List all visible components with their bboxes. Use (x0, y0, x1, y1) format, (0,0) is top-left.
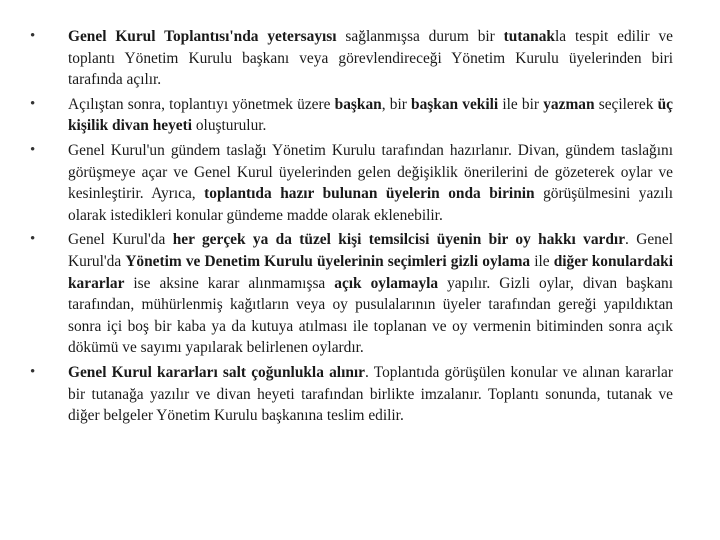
list-item (0, 140, 720, 226)
list-item (0, 26, 720, 91)
text-segment: yapılır. Gizli oylar, divan başkanı tarafından, mühürlenmiş kağıtların veya oy pusulalarının üyeler tarafından gereği yapıldıktan sonra içi boş bir kaba ya da kutuya atılması ile toplanan ve oy vermenin bitiminden sonra açık dökümü ve sayımı yapılarak belirlenen oylardır. (68, 274, 674, 357)
text-segment: la tespit edilir ve toplantı Yönetim Kurulu başkanı veya görevlendireceği Yönetim Kurulu üyelerinden biri tarafında açılır. (68, 28, 673, 89)
paragraph-text (68, 28, 673, 88)
paragraph-text (68, 364, 673, 424)
text-segment: seçilerek (594, 95, 658, 113)
text-segment: . Genel Kurul'da (68, 231, 673, 270)
text-segment: . Toplantıda görüşülen konular ve alınan kararlar bir tutanağa yazılır ve divan heyeti tarafından birlikte imzalanır. Toplantı sonunda, tutanak ve diğer belgeler Yönetim Kurulu başkanına teslim edilir. (68, 363, 673, 425)
bold-text: başkan vekili (411, 95, 499, 113)
bullet-icon: • (30, 95, 36, 112)
text-segment: ise aksine karar alınmamışsa (124, 274, 335, 292)
text-segment: sağlanmışsa durum bir (336, 28, 504, 45)
bold-text: başkan (334, 95, 382, 113)
bullet-icon: • (30, 141, 36, 158)
text-segment: , bir (381, 95, 412, 113)
bold-text: diğer konulardaki kararlar (68, 252, 673, 292)
bold-text: Yönetim ve Denetim Kurulu üyelerinin seçimleri gizli oylama (125, 252, 531, 270)
list-item (0, 362, 720, 427)
text-segment: ile bir (498, 95, 544, 113)
text-segment: Genel Kurul'un gündem taslağı Yönetim Kurulu tarafından hazırlanır. Divan, gündem taslağını görüşmeye açar ve Genel Kurul üyelerinden gelen değişiklik önerilerini de gözeterek oylar ve kesinleştirir. Ayrıca, (68, 141, 673, 203)
text-segment: Genel Kurul'da (68, 231, 173, 249)
list-item (0, 229, 720, 359)
bold-text: her gerçek ya da tüzel kişi temsilcisi üyenin bir oy hakkı vardır (172, 231, 626, 249)
bold-text: Genel Kurul kararları salt çoğunlukla alınır (68, 363, 366, 381)
bold-text: toplantıda hazır bulunan üyelerin onda birinin (204, 185, 535, 203)
list-item (0, 94, 720, 137)
paragraph-text (68, 96, 673, 135)
bold-text: üç kişilik divan heyeti (68, 95, 673, 135)
bullet-icon: • (30, 28, 36, 44)
bullet-list (0, 26, 720, 427)
text-segment: görüşülmesini yazılı olarak istedikleri konular gündeme madde olarak eklenebilir. (68, 185, 673, 224)
bold-text: tutanak (503, 28, 555, 45)
bold-text: Genel Kurul Toplantısı'nda yetersayısı (68, 28, 337, 45)
bullet-icon: • (30, 363, 36, 380)
bold-text: açık oylamayla (334, 274, 439, 292)
bold-text: yazman (543, 95, 595, 113)
paragraph-text (68, 142, 673, 224)
bullet-icon: • (30, 231, 36, 248)
text-segment: oluşturulur. (192, 117, 267, 135)
document-body (0, 26, 720, 430)
text-segment: Açılıştan sonra, toplantıyı yönetmek üzere (68, 95, 335, 113)
paragraph-text (68, 231, 673, 356)
text-segment: ile (530, 252, 554, 270)
